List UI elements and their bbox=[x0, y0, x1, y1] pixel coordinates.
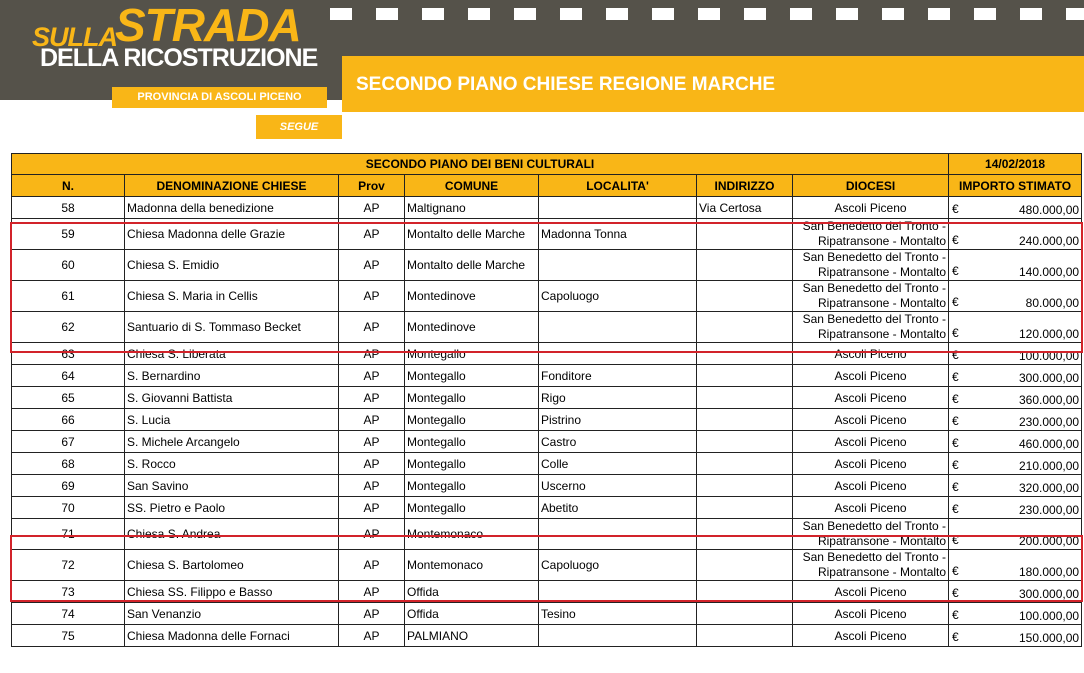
province-code: AP bbox=[339, 387, 405, 409]
table-row bbox=[12, 197, 1082, 219]
row-number: 68 bbox=[12, 453, 125, 475]
importo-value: 480.000,00 bbox=[1018, 203, 1080, 217]
col-diocesi: DIOCESI bbox=[793, 175, 949, 197]
row-number: 73 bbox=[12, 581, 125, 603]
diocesi bbox=[793, 387, 949, 409]
diocesi bbox=[793, 250, 949, 281]
table-row bbox=[12, 550, 1082, 581]
importo-value: 460.000,00 bbox=[1018, 437, 1080, 451]
diocesi bbox=[793, 497, 949, 519]
province-code: AP bbox=[339, 219, 405, 250]
logo-ricostruzione: DELLA RICOSTRUZIONE bbox=[40, 44, 318, 72]
church-name: SS. Pietro e Paolo bbox=[125, 497, 339, 519]
row-number: 64 bbox=[12, 365, 125, 387]
comune: Offida bbox=[405, 603, 539, 625]
church-name: S. Rocco bbox=[125, 453, 339, 475]
col-denominazione: DENOMINAZIONE CHIESE bbox=[125, 175, 339, 197]
church-name: Chiesa SS. Filippo e Basso bbox=[125, 581, 339, 603]
table-row bbox=[12, 581, 1082, 603]
province-code: AP bbox=[339, 453, 405, 475]
row-number: 72 bbox=[12, 550, 125, 581]
indirizzo bbox=[697, 365, 793, 387]
euro-sign: € bbox=[952, 586, 959, 600]
diocesi-line-1: San Benedetto del Tronto - bbox=[802, 281, 947, 295]
province-code: AP bbox=[339, 497, 405, 519]
euro-sign: € bbox=[952, 533, 959, 547]
diocesi-line-2: Ripatransone - Montalto bbox=[817, 327, 947, 341]
table-row bbox=[12, 387, 1082, 409]
province-code: AP bbox=[339, 431, 405, 453]
church-name: Chiesa S. Andrea bbox=[125, 519, 339, 550]
importo-value: 240.000,00 bbox=[1018, 234, 1080, 248]
importo-value: 320.000,00 bbox=[1018, 481, 1080, 495]
comune: Montedinove bbox=[405, 312, 539, 343]
province-code: AP bbox=[339, 281, 405, 312]
row-number: 62 bbox=[12, 312, 125, 343]
localita: Uscerno bbox=[539, 475, 697, 497]
comune: Maltignano bbox=[405, 197, 539, 219]
diocesi-line-1: San Benedetto del Tronto - bbox=[802, 312, 947, 326]
euro-sign: € bbox=[952, 480, 959, 494]
importo-value: 230.000,00 bbox=[1018, 503, 1080, 517]
comune: Montegallo bbox=[405, 475, 539, 497]
comune: Montegallo bbox=[405, 431, 539, 453]
col-prov: Prov bbox=[339, 175, 405, 197]
diocesi-line-1: Ascoli Piceno bbox=[834, 628, 907, 643]
localita: Tesino bbox=[539, 603, 697, 625]
euro-sign: € bbox=[952, 370, 959, 384]
table-row bbox=[12, 625, 1082, 647]
table-row bbox=[12, 519, 1082, 550]
diocesi-line-1: San Benedetto del Tronto - bbox=[802, 550, 947, 564]
localita bbox=[539, 312, 697, 343]
comune: Montegallo bbox=[405, 409, 539, 431]
diocesi bbox=[793, 625, 949, 647]
col-indirizzo: INDIRIZZO bbox=[697, 175, 793, 197]
table-row bbox=[12, 453, 1082, 475]
diocesi bbox=[793, 365, 949, 387]
indirizzo bbox=[697, 581, 793, 603]
col-n: N. bbox=[12, 175, 125, 197]
col-comune: COMUNE bbox=[405, 175, 539, 197]
localita: Rigo bbox=[539, 387, 697, 409]
importo bbox=[949, 550, 1082, 581]
importo bbox=[949, 603, 1082, 625]
localita: Colle bbox=[539, 453, 697, 475]
diocesi-line-1: Ascoli Piceno bbox=[834, 606, 907, 621]
indirizzo bbox=[697, 453, 793, 475]
table-row bbox=[12, 497, 1082, 519]
importo bbox=[949, 219, 1082, 250]
importo bbox=[949, 197, 1082, 219]
church-name: S. Giovanni Battista bbox=[125, 387, 339, 409]
comune: PALMIANO bbox=[405, 625, 539, 647]
localita: Pistrino bbox=[539, 409, 697, 431]
importo-value: 180.000,00 bbox=[1018, 565, 1080, 579]
importo-value: 150.000,00 bbox=[1018, 631, 1080, 645]
euro-sign: € bbox=[952, 326, 959, 340]
euro-sign: € bbox=[952, 392, 959, 406]
localita: Abetito bbox=[539, 497, 697, 519]
importo-value: 200.000,00 bbox=[1018, 534, 1080, 548]
province-code: AP bbox=[339, 603, 405, 625]
segue-label: SEGUE bbox=[256, 115, 342, 139]
col-localita: LOCALITA' bbox=[539, 175, 697, 197]
euro-sign: € bbox=[952, 436, 959, 450]
diocesi bbox=[793, 581, 949, 603]
diocesi-line-2: Ripatransone - Montalto bbox=[817, 565, 947, 579]
localita bbox=[539, 625, 697, 647]
diocesi-line-2: Ripatransone - Montalto bbox=[817, 234, 947, 248]
euro-sign: € bbox=[952, 458, 959, 472]
importo bbox=[949, 431, 1082, 453]
church-name: Chiesa Madonna delle Fornaci bbox=[125, 625, 339, 647]
comune: Montegallo bbox=[405, 365, 539, 387]
row-number: 61 bbox=[12, 281, 125, 312]
importo-value: 210.000,00 bbox=[1018, 459, 1080, 473]
row-number: 59 bbox=[12, 219, 125, 250]
table-row bbox=[12, 219, 1082, 250]
localita bbox=[539, 197, 697, 219]
row-number: 66 bbox=[12, 409, 125, 431]
church-name: Chiesa Madonna delle Grazie bbox=[125, 219, 339, 250]
diocesi bbox=[793, 519, 949, 550]
province-code: AP bbox=[339, 365, 405, 387]
province-code: AP bbox=[339, 625, 405, 647]
diocesi-line-1: Ascoli Piceno bbox=[834, 584, 907, 599]
euro-sign: € bbox=[952, 295, 959, 309]
euro-sign: € bbox=[952, 414, 959, 428]
indirizzo bbox=[697, 409, 793, 431]
church-name: Santuario di S. Tommaso Becket bbox=[125, 312, 339, 343]
indirizzo bbox=[697, 281, 793, 312]
row-number: 63 bbox=[12, 343, 125, 365]
indirizzo bbox=[697, 387, 793, 409]
comune: Montalto delle Marche bbox=[405, 250, 539, 281]
comune: Montegallo bbox=[405, 387, 539, 409]
row-number: 60 bbox=[12, 250, 125, 281]
indirizzo bbox=[697, 343, 793, 365]
comune: Montalto delle Marche bbox=[405, 219, 539, 250]
importo bbox=[949, 387, 1082, 409]
church-name: S. Bernardino bbox=[125, 365, 339, 387]
localita bbox=[539, 343, 697, 365]
importo bbox=[949, 281, 1082, 312]
localita: Capoluogo bbox=[539, 281, 697, 312]
diocesi bbox=[793, 453, 949, 475]
importo bbox=[949, 343, 1082, 365]
localita: Madonna Tonna bbox=[539, 219, 697, 250]
comune: Montegallo bbox=[405, 497, 539, 519]
diocesi bbox=[793, 343, 949, 365]
indirizzo bbox=[697, 497, 793, 519]
row-number: 58 bbox=[12, 197, 125, 219]
euro-sign: € bbox=[952, 608, 959, 622]
diocesi-line-1: Ascoli Piceno bbox=[834, 368, 907, 383]
importo bbox=[949, 497, 1082, 519]
diocesi-line-1: Ascoli Piceno bbox=[834, 200, 907, 215]
road-dashes bbox=[330, 8, 1084, 20]
church-name: S. Michele Arcangelo bbox=[125, 431, 339, 453]
comune: Montedinove bbox=[405, 281, 539, 312]
diocesi-line-1: San Benedetto del Tronto - bbox=[802, 250, 947, 264]
table-row bbox=[12, 475, 1082, 497]
localita: Fonditore bbox=[539, 365, 697, 387]
importo-value: 300.000,00 bbox=[1018, 371, 1080, 385]
importo bbox=[949, 519, 1082, 550]
diocesi-line-1: Ascoli Piceno bbox=[834, 478, 907, 493]
diocesi bbox=[793, 603, 949, 625]
diocesi-line-1: Ascoli Piceno bbox=[834, 346, 907, 361]
euro-sign: € bbox=[952, 348, 959, 362]
row-number: 65 bbox=[12, 387, 125, 409]
euro-sign: € bbox=[952, 264, 959, 278]
importo-value: 80.000,00 bbox=[1025, 296, 1080, 310]
importo bbox=[949, 625, 1082, 647]
importo bbox=[949, 453, 1082, 475]
localita: Capoluogo bbox=[539, 550, 697, 581]
church-name: Chiesa S. Liberata bbox=[125, 343, 339, 365]
diocesi bbox=[793, 197, 949, 219]
indirizzo bbox=[697, 519, 793, 550]
importo-value: 100.000,00 bbox=[1018, 349, 1080, 363]
diocesi-line-1: Ascoli Piceno bbox=[834, 390, 907, 405]
indirizzo bbox=[697, 475, 793, 497]
diocesi-line-2: Ripatransone - Montalto bbox=[817, 296, 947, 310]
section-header-row bbox=[12, 154, 1082, 175]
diocesi-line-1: Ascoli Piceno bbox=[834, 500, 907, 515]
comune: Montegallo bbox=[405, 343, 539, 365]
euro-sign: € bbox=[952, 233, 959, 247]
localita bbox=[539, 519, 697, 550]
col-importo: IMPORTO STIMATO bbox=[949, 175, 1082, 197]
euro-sign: € bbox=[952, 564, 959, 578]
diocesi bbox=[793, 219, 949, 250]
comune: Offida bbox=[405, 581, 539, 603]
indirizzo: Via Certosa bbox=[697, 197, 793, 219]
page-title: SECONDO PIANO CHIESE REGIONE MARCHE bbox=[356, 74, 776, 95]
row-number: 75 bbox=[12, 625, 125, 647]
logo-strada: STRADA bbox=[115, 0, 301, 51]
diocesi-line-1: Ascoli Piceno bbox=[834, 456, 907, 471]
section-title: SECONDO PIANO DEI BENI CULTURALI bbox=[12, 154, 949, 175]
diocesi-line-1: San Benedetto del Tronto - bbox=[802, 519, 947, 533]
importo bbox=[949, 312, 1082, 343]
comune: Montegallo bbox=[405, 453, 539, 475]
euro-sign: € bbox=[952, 630, 959, 644]
importo-value: 360.000,00 bbox=[1018, 393, 1080, 407]
indirizzo bbox=[697, 603, 793, 625]
diocesi bbox=[793, 281, 949, 312]
table-row bbox=[12, 281, 1082, 312]
diocesi bbox=[793, 409, 949, 431]
church-name: Chiesa S. Emidio bbox=[125, 250, 339, 281]
church-name: San Venanzio bbox=[125, 603, 339, 625]
province-code: AP bbox=[339, 343, 405, 365]
diocesi-line-2: Ripatransone - Montalto bbox=[817, 265, 947, 279]
table-row bbox=[12, 431, 1082, 453]
row-number: 71 bbox=[12, 519, 125, 550]
table-row bbox=[12, 409, 1082, 431]
localita bbox=[539, 581, 697, 603]
euro-sign: € bbox=[952, 202, 959, 216]
importo bbox=[949, 365, 1082, 387]
diocesi-line-1: San Benedetto del Tronto - bbox=[802, 219, 947, 233]
importo-value: 300.000,00 bbox=[1018, 587, 1080, 601]
importo bbox=[949, 409, 1082, 431]
church-name: Chiesa S. Maria in Cellis bbox=[125, 281, 339, 312]
church-name: San Savino bbox=[125, 475, 339, 497]
importo bbox=[949, 581, 1082, 603]
province-code: AP bbox=[339, 550, 405, 581]
euro-sign: € bbox=[952, 502, 959, 516]
diocesi bbox=[793, 550, 949, 581]
churches-table bbox=[11, 153, 1082, 647]
province-code: AP bbox=[339, 312, 405, 343]
table-row bbox=[12, 343, 1082, 365]
diocesi-line-2: Ripatransone - Montalto bbox=[817, 534, 947, 548]
province-code: AP bbox=[339, 475, 405, 497]
table-date: 14/02/2018 bbox=[949, 154, 1082, 175]
row-number: 67 bbox=[12, 431, 125, 453]
column-header-row bbox=[12, 175, 1082, 197]
church-name: Madonna della benedizione bbox=[125, 197, 339, 219]
indirizzo bbox=[697, 625, 793, 647]
localita bbox=[539, 250, 697, 281]
logo-sulla: SULLA bbox=[32, 22, 117, 52]
indirizzo bbox=[697, 250, 793, 281]
table-row bbox=[12, 603, 1082, 625]
importo bbox=[949, 250, 1082, 281]
indirizzo bbox=[697, 312, 793, 343]
diocesi bbox=[793, 431, 949, 453]
province-code: AP bbox=[339, 581, 405, 603]
importo-value: 140.000,00 bbox=[1018, 265, 1080, 279]
province-label: PROVINCIA DI ASCOLI PICENO bbox=[112, 87, 327, 108]
importo bbox=[949, 475, 1082, 497]
indirizzo bbox=[697, 431, 793, 453]
importo-value: 230.000,00 bbox=[1018, 415, 1080, 429]
church-name: Chiesa S. Bartolomeo bbox=[125, 550, 339, 581]
diocesi bbox=[793, 475, 949, 497]
diocesi bbox=[793, 312, 949, 343]
diocesi-line-1: Ascoli Piceno bbox=[834, 412, 907, 427]
table-row bbox=[12, 250, 1082, 281]
row-number: 69 bbox=[12, 475, 125, 497]
row-number: 70 bbox=[12, 497, 125, 519]
importo-value: 120.000,00 bbox=[1018, 327, 1080, 341]
row-number: 74 bbox=[12, 603, 125, 625]
indirizzo bbox=[697, 550, 793, 581]
province-code: AP bbox=[339, 409, 405, 431]
church-name: S. Lucia bbox=[125, 409, 339, 431]
comune: Montemonaco bbox=[405, 519, 539, 550]
localita: Castro bbox=[539, 431, 697, 453]
diocesi-line-1: Ascoli Piceno bbox=[834, 434, 907, 449]
importo-value: 100.000,00 bbox=[1018, 609, 1080, 623]
title-bar bbox=[342, 56, 1084, 112]
table-row bbox=[12, 365, 1082, 387]
indirizzo bbox=[697, 219, 793, 250]
province-code: AP bbox=[339, 519, 405, 550]
province-code: AP bbox=[339, 197, 405, 219]
table-row bbox=[12, 312, 1082, 343]
province-code: AP bbox=[339, 250, 405, 281]
comune: Montemonaco bbox=[405, 550, 539, 581]
